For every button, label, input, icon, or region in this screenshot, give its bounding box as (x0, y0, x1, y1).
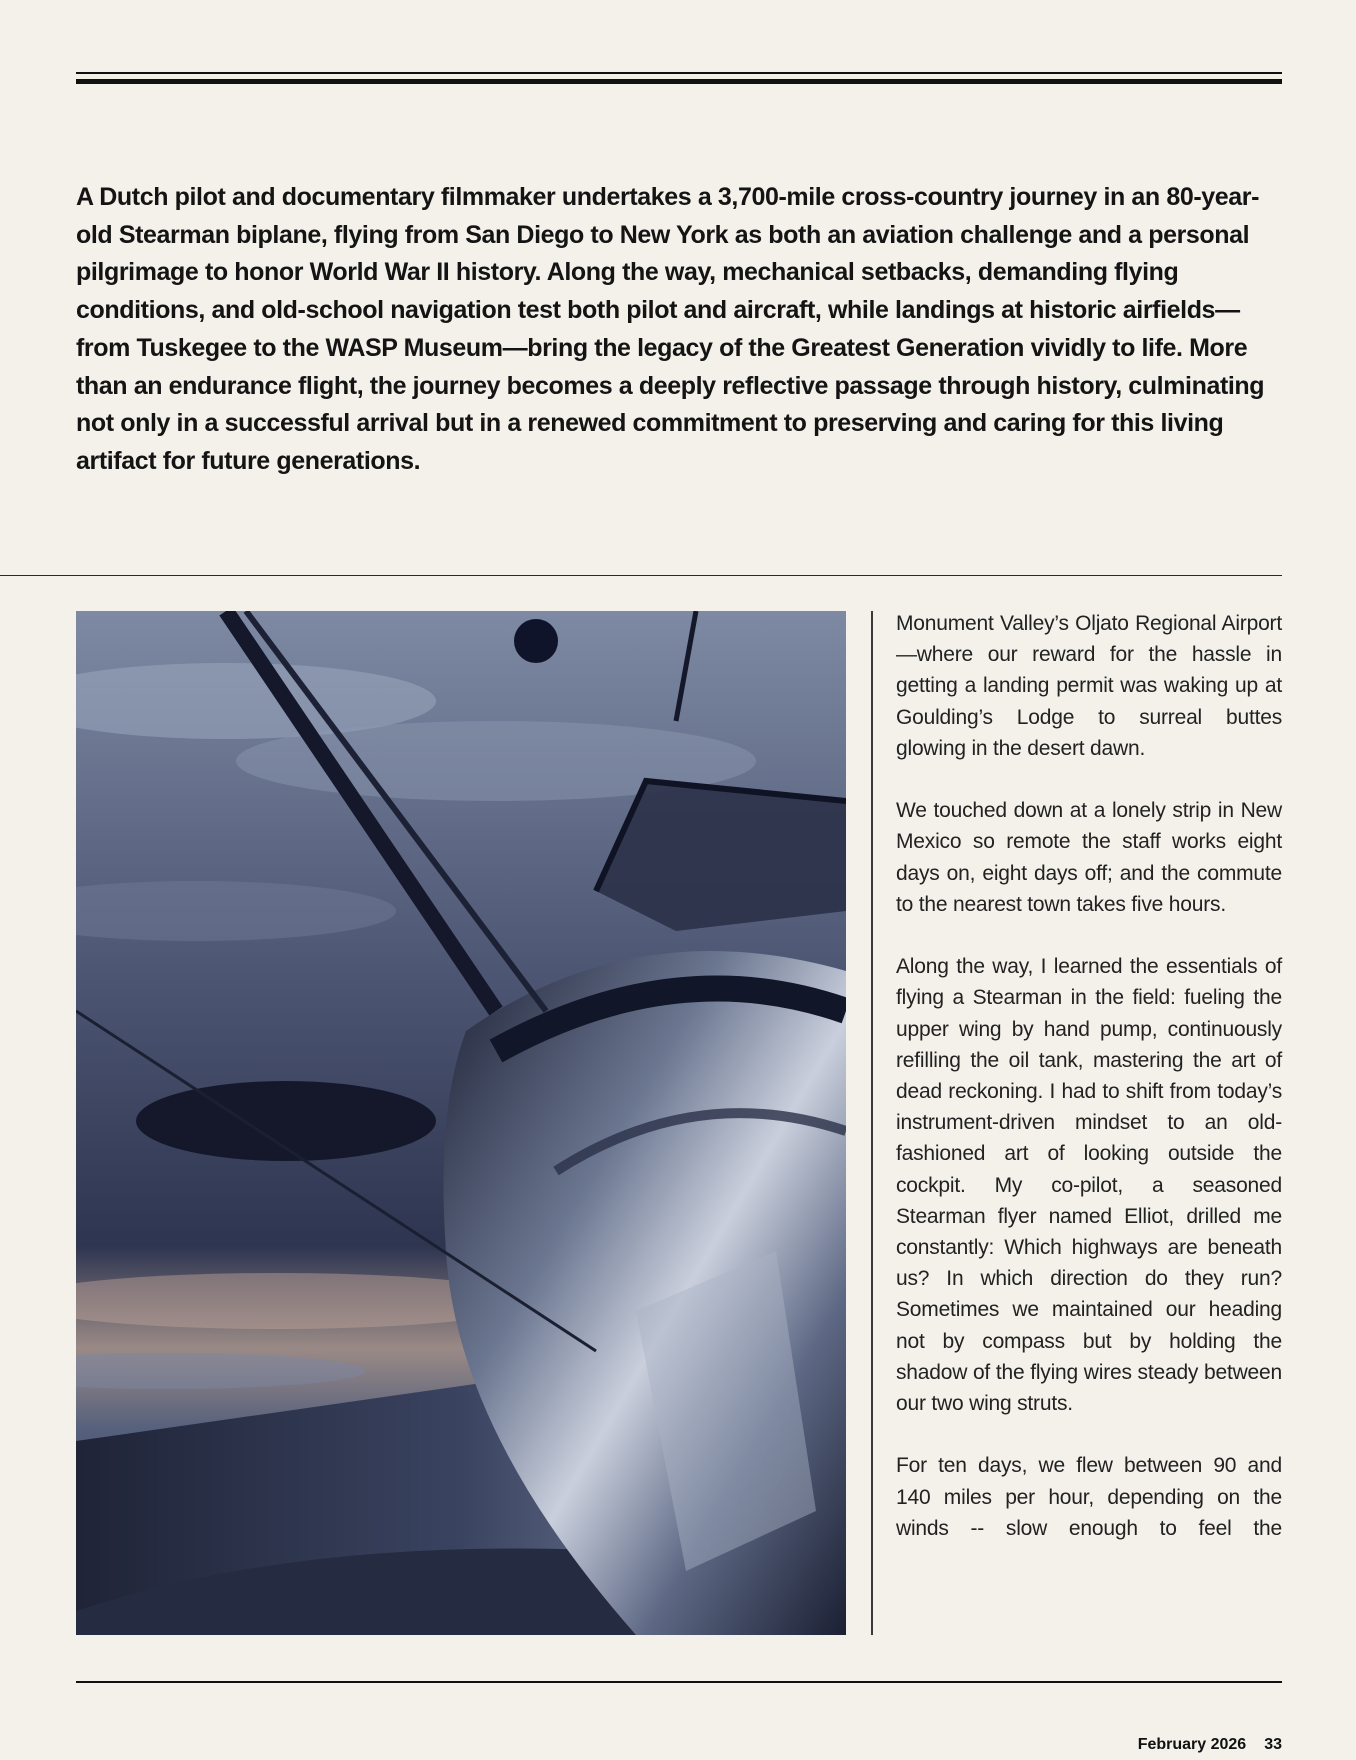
header-rule-thick (76, 79, 1282, 84)
article-paragraph: We touched down at a lonely strip in New Mexico so remote the staff works eight days on, eight days off; and the commute to the nearest town takes five hours. (896, 799, 1282, 916)
article-paragraph: For ten days, we flew between 90 and 140 miles per hour, depending on the winds -- slow enough to feel the (896, 1454, 1282, 1540)
article-body-column (896, 608, 1282, 1544)
footer-rule (76, 1681, 1282, 1683)
column-divider (871, 611, 873, 1635)
issue-date: February 2026 (1137, 1736, 1247, 1753)
section-divider-rule (0, 575, 1282, 576)
intro-summary: A Dutch pilot and documentary filmmaker undertakes a 3,700-mile cross-country journey in an 80-year-old Stearman biplane, flying from San Diego to New York as both an aviation challenge and a personal pilgrimage to honor World War II history. Along the way, mechanical setbacks, demanding flying conditions, and old-school navigation test both pilot and aircraft, while landings at historic airfields—from Tuskegee to the WASP Museum—bring the legacy of the Greatest Generation vividly to life. More than an endurance flight, the journey becomes a deeply reflective passage through history, culminating not only in a successful arrival but in a renewed commitment to preserving and caring for this living artifact for future generations. (76, 183, 1265, 475)
stearman-biplane-photo (76, 611, 846, 1635)
page-footer (1138, 1736, 1282, 1754)
header-rule-thin (76, 72, 1282, 74)
article-paragraph: Monument Valley’s Oljato Regional Airport—where our reward for the hassle in getting a landing permit was waking up at Goulding’s Lodge to surreal buttes glowing in the desert dawn. (896, 612, 1282, 760)
article-paragraph: Along the way, I learned the essentials of flying a Stearman in the field: fueling the upper wing by hand pump, continuously refilling the oil tank, mastering the art of dead reckoning. I had to shift from today’s instrument-driven mindset to an old-fashioned art of looking outside the cockpit. My co-pilot, a seasoned Stearman flyer named Elliot, drilled me constantly: Which highways are beneath us? In which direction do they run? Sometimes we maintained our heading not by compass but by holding the shadow of the flying wires steady between our two wing struts. (896, 955, 1282, 1416)
page-number: 33 (1264, 1736, 1282, 1753)
